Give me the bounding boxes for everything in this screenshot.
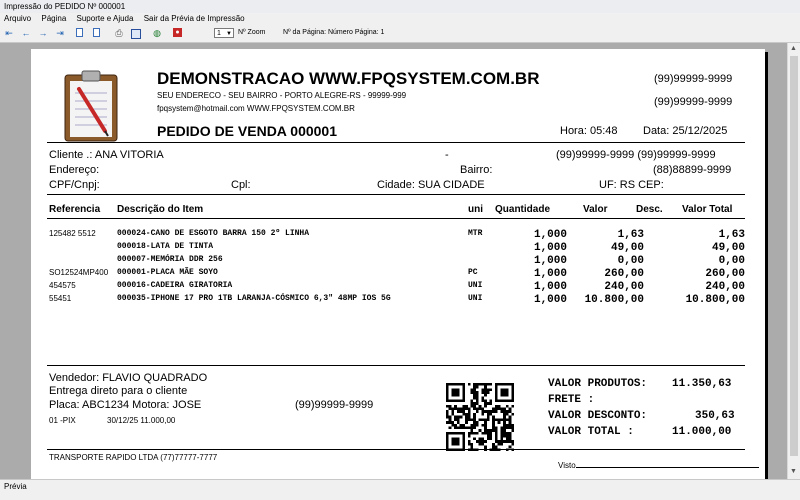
row-reference: 55451	[49, 294, 72, 303]
order-page	[31, 49, 765, 479]
row-unit-price: 240,00	[604, 281, 644, 293]
row-description: 000024-CANO DE ESGOTO BARRA 150 2º LINHA	[117, 229, 310, 238]
prev-page-icon[interactable]: ←	[21, 28, 31, 38]
client-phones: (99)99999-9999 (99)99999-9999	[556, 149, 716, 161]
client-city: Cidade: SUA CIDADE	[377, 179, 485, 191]
clipboard-pencil-icon	[61, 69, 123, 145]
print-icon[interactable]: ⎙	[115, 28, 123, 38]
col-header-referencia: Referencia	[49, 204, 101, 215]
row-quantity: 1,000	[533, 268, 567, 280]
payment-method: 01 -PIX	[49, 416, 76, 425]
multi-page-icon[interactable]	[93, 28, 100, 37]
grand-total-label: VALOR TOTAL :	[548, 426, 634, 438]
client-phone-3: (88)88899-9999	[653, 164, 732, 176]
row-unit: UNI	[468, 281, 483, 290]
preview-viewport[interactable]	[0, 43, 787, 479]
client-address: Endereço:	[49, 164, 100, 176]
total-products-value: 11.350,63	[672, 378, 732, 390]
grand-total-value: 11.000,00	[672, 426, 732, 438]
row-reference: 454575	[49, 281, 76, 290]
row-total: 0,00	[718, 255, 745, 267]
menu-suporte[interactable]: Suporte e Ajuda	[76, 14, 134, 23]
col-header-desc: Desc.	[636, 204, 663, 215]
divider	[47, 365, 745, 366]
last-page-icon[interactable]: ⇥	[56, 28, 64, 38]
row-total: 49,00	[711, 242, 745, 254]
row-unit: UNI	[468, 294, 483, 303]
vertical-scrollbar[interactable]	[787, 43, 800, 479]
discount-value: 350,63	[695, 410, 735, 422]
driver-phone: (99)99999-9999	[295, 399, 374, 411]
company-phone-1: (99)99999-9999	[654, 73, 733, 85]
order-title: PEDIDO DE VENDA 000001	[157, 123, 337, 139]
signature-line	[558, 461, 759, 470]
row-description: 000007-MEMÓRIA DDR 256	[117, 255, 223, 264]
company-phone-2: (99)99999-9999	[654, 96, 733, 108]
row-quantity: 1,000	[533, 255, 567, 267]
first-page-icon[interactable]: ⇤	[5, 28, 13, 38]
menu-pagina[interactable]: Página	[41, 14, 67, 23]
row-total: 1,63	[718, 229, 745, 241]
row-quantity: 1,000	[533, 281, 567, 293]
order-time: Hora: 05:48	[560, 125, 618, 137]
row-total: 260,00	[705, 268, 745, 280]
divider	[47, 194, 745, 195]
window-title: Impressão do PEDIDO Nº 000001	[0, 0, 800, 13]
divider	[47, 142, 745, 143]
client-cpf: CPF/Cnpj:	[49, 179, 100, 191]
row-reference: 125482 5512	[49, 229, 96, 238]
col-header-valor: Valor	[583, 204, 608, 215]
row-reference: SO12524MP400	[49, 268, 109, 277]
scroll-down-icon[interactable]: ▼	[790, 468, 797, 475]
signature-label: Visto	[558, 461, 576, 470]
company-address: SEU ENDERECO - SEU BAIRRO - PORTO ALEGRE-RS - 99999-999	[157, 91, 407, 100]
company-name: DEMONSTRACAO WWW.FPQSYSTEM.COM.BR	[157, 69, 540, 88]
row-description: 000018-LATA DE TINTA	[117, 242, 214, 251]
client-cpl: Cpl:	[231, 179, 251, 191]
scroll-thumb[interactable]	[790, 56, 798, 456]
signature-underline	[576, 467, 759, 468]
row-unit-price: 10.800,00	[584, 294, 644, 306]
export-icon[interactable]: ◍	[153, 28, 161, 38]
client-dash: -	[445, 149, 449, 161]
carrier-info: TRANSPORTE RAPIDO LTDA (77)77777-7777	[49, 453, 218, 462]
freight-label: FRETE :	[548, 394, 595, 406]
col-header-descricao: Descrição do Item	[117, 204, 204, 215]
row-description: 000016-CADEIRA GIRATORIA	[117, 281, 233, 290]
status-bar	[0, 479, 800, 500]
row-description: 000035-IPHONE 17 PRO 1TB LARANJA-CÓSMICO 6,3" 48MP IOS 5G	[117, 294, 391, 303]
col-header-valor-total: Valor Total	[682, 204, 733, 215]
toolbar	[0, 24, 800, 43]
row-quantity: 1,000	[533, 242, 567, 254]
qr-code	[443, 383, 517, 451]
payment-detail: 30/12/25 11.000,00	[107, 416, 176, 425]
company-contact: fpqsystem@hotmail.com WWW.FPQSYSTEM.COM.BR	[157, 104, 355, 113]
client-uf: UF: RS CEP:	[599, 179, 664, 191]
row-quantity: 1,000	[533, 229, 567, 241]
row-total: 240,00	[705, 281, 745, 293]
vehicle-driver: Placa: ABC1234 Motora: JOSE	[49, 399, 202, 411]
row-unit-price: 0,00	[617, 255, 644, 267]
col-header-uni: uni	[468, 204, 483, 215]
page-number-label: Nº da Página: Número Página: 1	[283, 29, 385, 36]
single-page-icon[interactable]	[76, 28, 83, 37]
menu-sair[interactable]: Sair da Prévia de Impressão	[143, 14, 245, 23]
scroll-up-icon[interactable]: ▲	[790, 45, 797, 52]
row-unit: MTR	[468, 229, 483, 238]
row-unit-price: 260,00	[604, 268, 644, 280]
divider	[47, 218, 745, 219]
col-header-quantidade: Quantidade	[495, 204, 551, 215]
menu-bar	[0, 13, 800, 24]
row-quantity: 1,000	[533, 294, 567, 306]
discount-label: VALOR DESCONTO:	[548, 410, 648, 422]
status-text: Prévia	[4, 482, 27, 491]
salesperson: Vendedor: FLAVIO QUADRADO	[49, 372, 208, 384]
order-date: Data: 25/12/2025	[643, 125, 728, 137]
chevron-down-icon: ▼	[226, 31, 232, 37]
zoom-select[interactable]	[214, 28, 234, 38]
close-icon[interactable]: ●	[173, 28, 182, 37]
delivery-note: Entrega direto para o cliente	[49, 385, 188, 397]
row-unit-price: 49,00	[610, 242, 644, 254]
next-page-icon[interactable]: →	[38, 28, 48, 38]
setup-icon[interactable]	[131, 29, 141, 39]
row-total: 10.800,00	[685, 294, 745, 306]
row-unit-price: 1,63	[617, 229, 644, 241]
zoom-label: Nº Zoom	[238, 29, 266, 36]
divider	[47, 449, 745, 450]
client-bairro: Bairro:	[460, 164, 493, 176]
row-description: 000001-PLACA MÃE SOYO	[117, 268, 218, 277]
zoom-value: 1	[217, 30, 221, 37]
row-unit: PC	[468, 268, 478, 277]
total-products-label: VALOR PRODUTOS:	[548, 378, 648, 390]
menu-arquivo[interactable]: Arquivo	[4, 14, 32, 23]
client-name: Cliente .: ANA VITORIA	[49, 149, 164, 161]
